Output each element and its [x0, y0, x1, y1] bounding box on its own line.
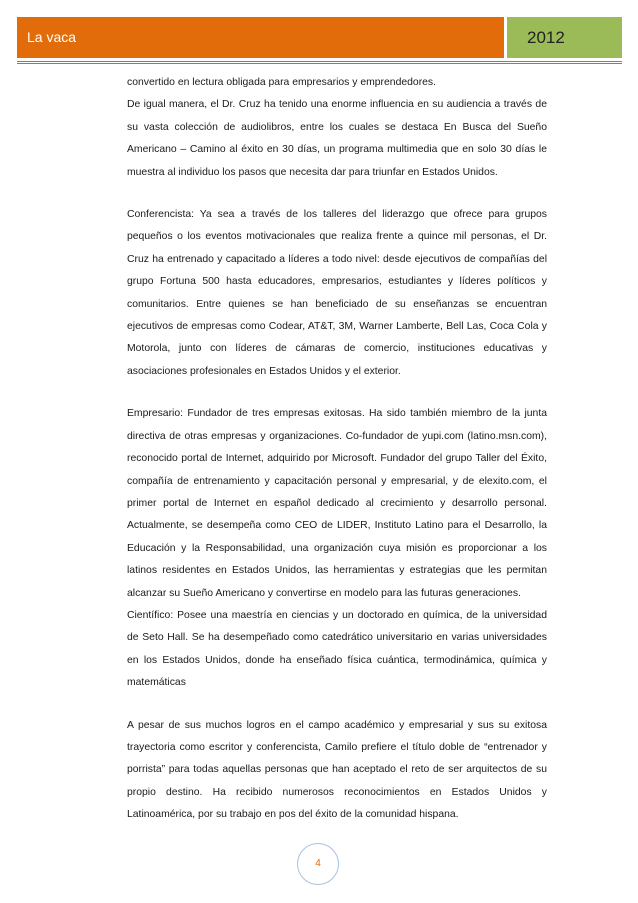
header-title: La vaca: [17, 17, 507, 58]
page-header: [17, 17, 622, 58]
paragraph-continuation: convertido en lectura obligada para empresarios y emprendedores.: [127, 77, 437, 88]
document-body: [127, 72, 547, 827]
paragraph-conclusion: A pesar de sus muchos logros en el campo académico y empresarial y sus su exitosa trayectoria como escritor y conferencista, Camilo prefiere el título doble de “entrenador y porrista” para todas aquellas personas que han aceptado el reto de ser arquitectos de su propio destino. Ha recibido numerosos reconocimientos en Estados Unidos y Latinoamérica, por su trabajo en pos del éxito de la comunidad hispana.: [127, 719, 547, 821]
page-number: 4: [297, 843, 339, 885]
paragraph-empresario: Empresario: Fundador de tres empresas exitosas. Ha sido también miembro de la junta directiva de otras empresas y organizaciones. Co-fundador de yupi.com (latino.msn.com), reconocido portal de Internet, adquirido por Microsoft. Fundador del grupo Taller del Éxito, compañía de entrenamiento y capacitación personal y empresarial, y de elexito.com, el primer portal de Internet en español dedicado al crecimiento y desarrollo personal. Actualmente, se desempeña como CEO de LIDER, Instituto Latino para el Desarrollo, la Educación y la Responsabilidad, una organización cuya misión es proporcionar a los latinos residentes en Estados Unidos, las herramientas y estrategias que les permitan alcanzar su Sueño Americano y convertirse en modelo para las futuras generaciones.: [127, 408, 547, 599]
paragraph-conferencista: Conferencista: Ya sea a través de los talleres del liderazgo que ofrece para grupos pequeños o los eventos motivacionales que realiza frente a quince mil personas, el Dr. Cruz ha entrenado y capacitado a líderes a todo nivel: desde ejecutivos de compañías del grupo Fortuna 500 hasta educadores, empresarios, estudiantes y líderes políticos y comunitarios. Entre quienes se han beneficiado de su enseñanzas se encuentran ejecutivos de empresas como Codear, AT&T, 3M, Warner Lamberte, Bell Las, Coca Cola y Motorola, junto con líderes de cámaras de comercio, instituciones educativas y asociaciones profesionales en Estados Unidos y el exterior.: [127, 209, 547, 377]
paragraph-audiolibros: De igual manera, el Dr. Cruz ha tenido una enorme influencia en su audiencia a través de su vasta colección de audiolibros, entre los cuales se destaca En Busca del Sueño Americano – Camino al éxito en 30 días, un programa multimedia que en solo 30 días le muestra al individuo los pasos que necesita dar para triunfar en Estados Unidos.: [127, 99, 547, 178]
header-year: 2012: [507, 17, 622, 58]
header-divider: [17, 61, 622, 64]
paragraph-cientifico: Científico: Posee una maestría en ciencias y un doctorado en química, de la universidad de Seto Hall. Se ha desempeñado como catedrático universitario en varias universidades en los Estados Unidos, donde ha enseñado física cuántica, termodinámica, química y matemáticas: [127, 609, 547, 689]
